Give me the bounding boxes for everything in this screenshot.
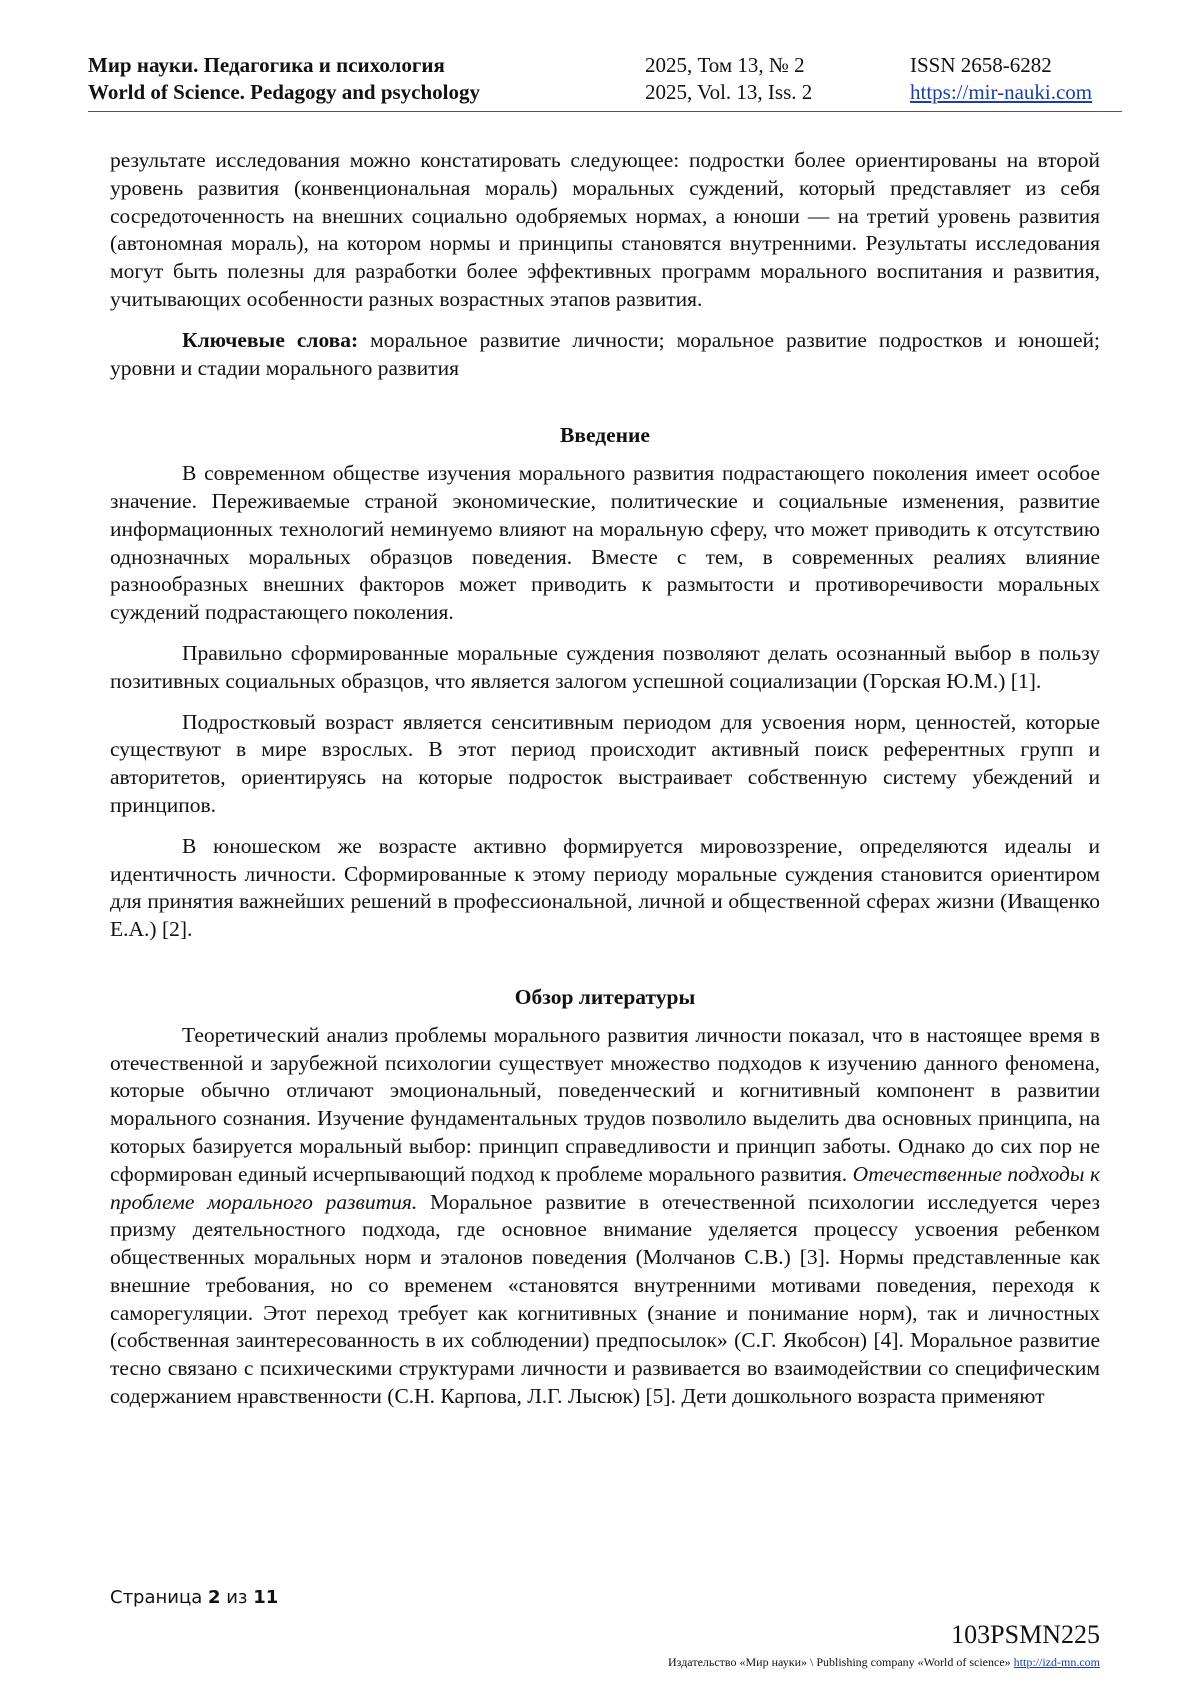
journal-volume [645, 52, 812, 106]
abstract-continuation: результате исследования можно констатировать следующее: подростки более ориентированы на второй уровень развития (конвенциональная мораль) моральных суждений, который представляет из себя сосредоточенность на внешних социально одобряемых нормах, а юноши — на третий уровень развития (автономная мораль), на котором нормы и принципы становятся внутренними. Результаты исследования могут быть полезны для разработки более эффективных программ морального воспитания и развития, учитывающих особенности разных возрастных этапов развития. [110, 148, 1100, 311]
keywords-label: Ключевые слова: [182, 327, 359, 352]
intro-paragraph-1: В современном обществе изучения морального развития подрастающего поколения имеет особое значение. Переживаемые страной экономические, политические и социальные изменения, развитие информационных технологий неминуемо влияют на моральную сферу, что может приводить к отсутствию однозначных моральных образцов поведения. Вместе с тем, в современных реалиях влияние разнообразных внешних факторов может приводить к размытости и противоречивости моральных суждений подрастающего поколения. [110, 461, 1100, 625]
keywords-text: моральное развитие личности; моральное развитие подростков и юношей; уровни и стадии морального развития [110, 327, 1100, 380]
review-text-a: Теоретический анализ проблемы морального развития личности показал, что в настоящее время в отечественной и зарубежной психологии существует множество подходов к изучению данного феномена, которые обычно отличают эмоциональный, поведенческий и когнитивный компонент в развитии морального сознания. Изучение фундаментальных трудов позволило выделить два основных принципа, на которых базируется моральный выбор: принцип справедливости и принцип заботы. Однако до сих пор не сформирован единый исчерпывающий подход к проблеме морального развития. [110, 1022, 1100, 1186]
header-divider [88, 111, 1122, 112]
review-italic-subheading: Отечественные подходы к проблеме морального развития. [110, 1161, 1100, 1214]
page-number [110, 1587, 278, 1608]
section-title-literature-review: Обзор литературы [514, 984, 696, 1009]
issn: ISSN 2658-6282 [910, 53, 1052, 77]
review-paragraph-1 [110, 1022, 1100, 1411]
section-title-introduction: Введение [560, 423, 650, 448]
page-total: 11 [253, 1587, 279, 1608]
review-text-b: Моральное развитие в отечественной психологии исследуется через призму деятельностного подхода, где основное внимание уделяется процессу усвоения ребенком общественных моральных норм и эталонов поведения (Молчанов С.В.) [3]. Нормы представленные как внешние требования, но со временем «становятся внутренними мотивами поведения, переходя к саморегуляции. Этот переход требует как когнитивных (знание и понимание норм), так и личностных (собственная заинтересованность в их соблюдении) предпосылок» (С.Г. Якобсон) [4]. Моральное развитие тесно связано с психическими структурами личности и развивается во взаимодействии со специфическим содержанием нравственности (С.Н. Карпова, Л.Г. Лысюк) [5]. Дети дошкольного возраста применяют [110, 1189, 1100, 1409]
publisher-line [668, 1655, 1100, 1670]
page-of: из [220, 1587, 254, 1608]
volume-ru: 2025, Том 13, № 2 [645, 53, 805, 77]
journal-url-link[interactable]: https://mir-nauki.com [910, 80, 1093, 104]
publisher-text: Издательство «Мир науки» \ Publishing company «World of science» [668, 1655, 1014, 1669]
journal-title [88, 52, 480, 106]
article-code: 103PSMN225 [951, 1620, 1100, 1649]
journal-title-ru: Мир науки. Педагогика и психология [88, 53, 445, 77]
page-current: 2 [207, 1587, 221, 1608]
journal-title-en: World of Science. Pedagogy and psychology [88, 80, 481, 104]
volume-en: 2025, Vol. 13, Iss. 2 [645, 80, 813, 104]
page-label: Страница [110, 1587, 208, 1608]
intro-paragraph-3: Подростковый возраст является сенситивным периодом для усвоения норм, ценностей, которые существуют в мире взрослых. В этот период происходит активный поиск референтных групп и авторитетов, ориентируясь на которые подросток выстраивает собственную систему убеждений и принципов. [110, 709, 1100, 817]
intro-paragraph-4: В юношеском же возрасте активно формируется мировоззрение, определяются идеалы и идентичность личности. Сформированные к этому периоду моральные суждения становится ориентиром для принятия важнейших решений в профессиональной, личной и общественной сферах жизни (Иващенко Е.А.) [2]. [110, 833, 1100, 942]
keywords [110, 327, 1100, 383]
article-body [110, 147, 1100, 1424]
intro-paragraph-2: Правильно сформированные моральные суждения позволяют делать осознанный выбор в пользу позитивных социальных образцов, что является залогом успешной социализации (Горская Ю.М.) [1]. [110, 640, 1100, 693]
journal-identifiers [910, 52, 1092, 106]
publisher-url-link[interactable]: http://izd-mn.com [1013, 1655, 1100, 1669]
